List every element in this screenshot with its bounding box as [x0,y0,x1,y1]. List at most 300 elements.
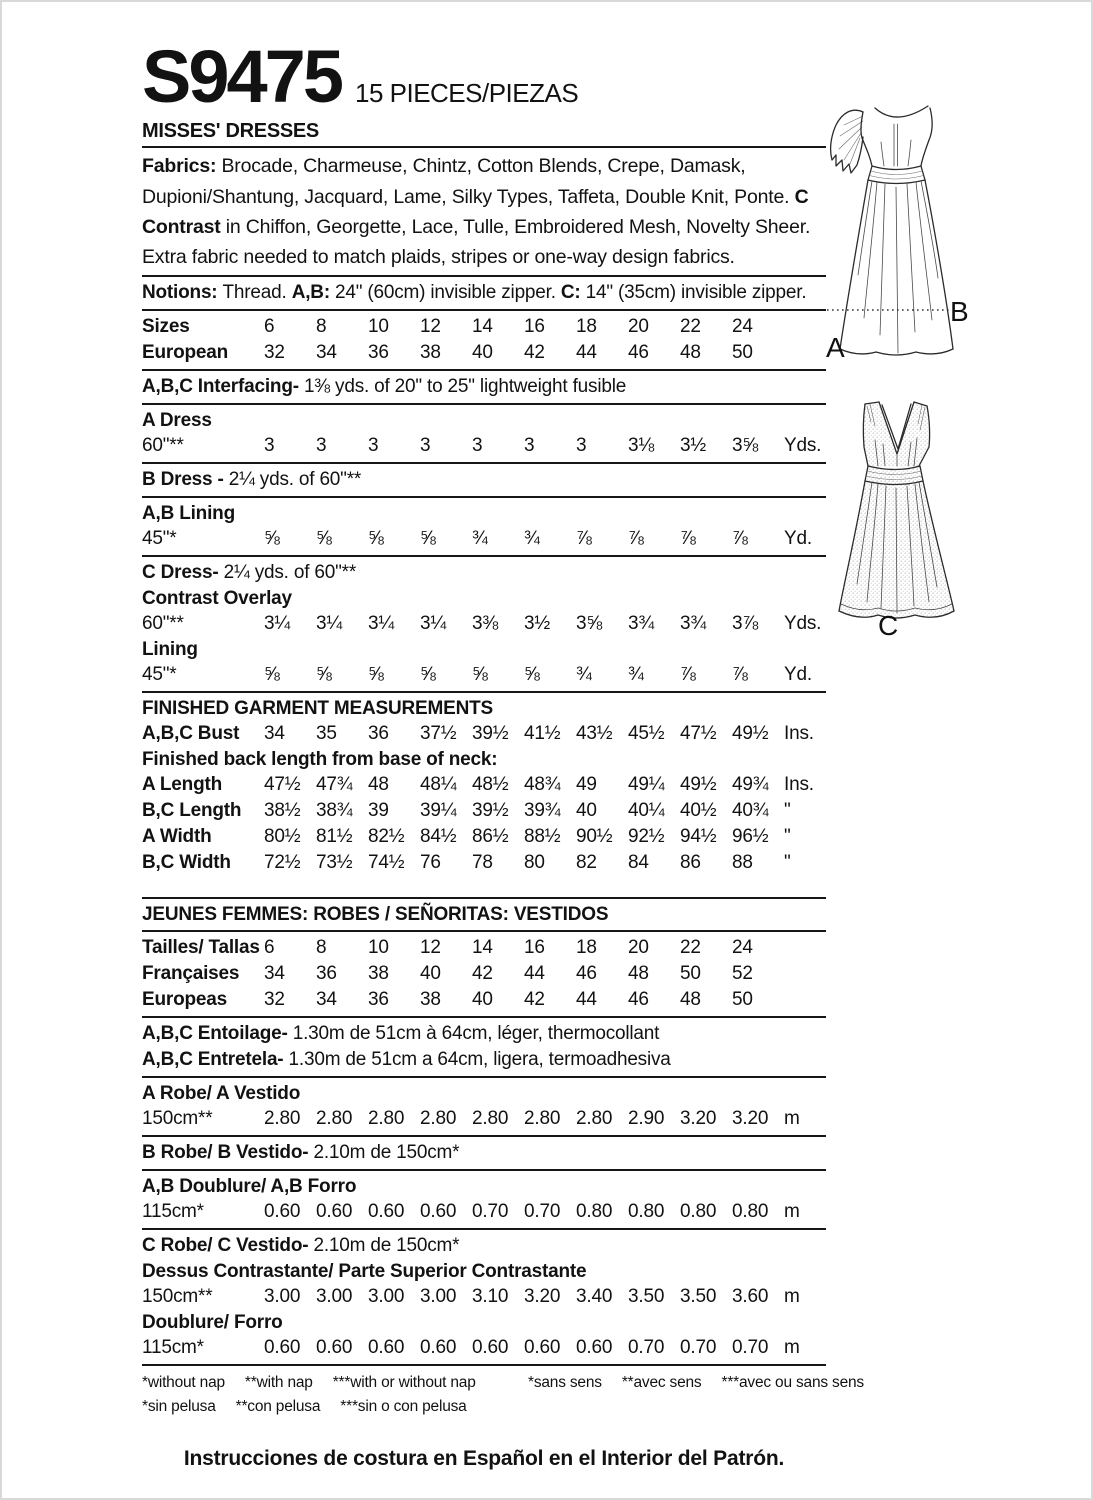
size-value: 2.80 [472,1108,509,1130]
unit-label: Ins. [784,723,814,745]
section-heading: Contrast Overlay [142,588,292,610]
size-value: 92½ [628,826,665,848]
note-row [142,1140,826,1166]
divider [142,369,826,371]
row-label: 115cm* [142,1337,204,1359]
size-value: 3 [576,435,587,457]
size-value: 72½ [264,852,301,874]
size-value: ⅞ [576,528,592,550]
bold-text: B Robe/ B Vestido- [142,1142,314,1164]
size-value: 41½ [524,723,561,745]
size-value: ⅞ [680,664,696,686]
size-value: 24 [732,937,753,959]
footnote-item: *sans sens [528,1374,602,1392]
size-value: 42 [524,989,545,1011]
table-row [142,340,826,366]
size-value: 80 [524,852,545,874]
size-value: 2.80 [264,1108,301,1130]
size-value: ⅝ [420,664,436,686]
size-value: 0.70 [524,1201,561,1223]
size-value: 49 [576,774,597,796]
size-value: 0.60 [576,1337,613,1359]
note-row [142,1233,826,1259]
header [142,35,826,118]
table-row [142,850,826,876]
size-value: 10 [368,316,389,338]
size-value: ⅞ [732,528,748,550]
row-label: 150cm** [142,1286,213,1308]
size-value: 3.00 [316,1286,353,1308]
table-row [142,961,826,987]
footnotes-french [528,1371,864,1395]
size-value: 81½ [316,826,353,848]
unit-label [784,961,826,987]
size-value: 44 [524,963,545,985]
table-row [142,314,826,340]
size-value: ¾ [472,528,488,550]
size-value: 40 [472,989,493,1011]
section-heading: A,B Doublure/ A,B Forro [142,1176,357,1198]
size-value: 2.80 [368,1108,405,1130]
size-value: 42 [524,342,545,364]
size-value: 3.40 [576,1286,613,1308]
divider [142,1364,826,1366]
footnote-item: *without nap [142,1374,225,1392]
size-value: 49½ [732,723,769,745]
size-value: 40 [576,800,597,822]
size-value: 73½ [316,852,353,874]
unit-label: Yds. [784,435,822,457]
size-value: 3½ [680,435,707,457]
size-value: 50 [732,989,753,1011]
size-value: 3.10 [472,1286,509,1308]
size-value: 3 [472,435,483,457]
size-value: 50 [680,963,701,985]
size-value: 49½ [680,774,717,796]
size-value: 39¼ [420,800,457,822]
bold-text: B Dress - [142,469,229,491]
size-value: ⅞ [732,664,748,686]
size-value: 45½ [628,723,665,745]
size-value: 0.60 [368,1337,405,1359]
dress-ab-line-art [817,80,1017,372]
size-value: 88½ [524,826,561,848]
divider [142,1169,826,1171]
size-value: 86 [680,852,701,874]
size-value: 48¾ [524,774,561,796]
unit-label: m [784,1201,800,1223]
table-row [142,721,826,747]
size-value: 48 [680,342,701,364]
section-heading: Dessus Contrastante/ Parte Superior Contrastante [142,1261,587,1283]
size-value: ⅝ [264,664,280,686]
size-value: 86½ [472,826,509,848]
note-row [142,374,826,400]
size-value: 49¼ [628,774,665,796]
bold-text: C: [560,282,586,304]
size-value: 0.60 [368,1201,405,1223]
size-value: 0.80 [576,1201,613,1223]
size-value: 48¼ [420,774,457,796]
size-value: 20 [628,937,649,959]
size-value: 0.70 [628,1337,665,1359]
size-value: 0.70 [732,1337,769,1359]
size-value: 3.60 [732,1286,769,1308]
note-row [142,1021,826,1047]
size-value: 0.60 [264,1337,301,1359]
size-value: 46 [628,989,649,1011]
size-value: 37½ [420,723,457,745]
size-value: 0.60 [420,1337,457,1359]
bold-text: A,B,C Entoilage- [142,1023,293,1045]
row-label: Françaises [142,963,240,985]
spanish-instructions-note: Instrucciones de costura en Español en el Interior del Patrón. [183,1447,785,1471]
main-content [142,35,864,1471]
footnotes [142,1371,864,1419]
pattern-number: S9475 [142,35,341,118]
size-value: 36 [368,723,389,745]
size-value: ⅝ [316,528,332,550]
section-heading: Lining [142,639,198,661]
size-value: 3⅜ [472,613,499,635]
size-value: 2.80 [420,1108,457,1130]
bold-text: C Contrast [142,185,809,238]
size-value: 2.80 [524,1108,561,1130]
size-value: 90½ [576,826,613,848]
size-value: 3¼ [420,613,447,635]
bold-text: A,B,C Interfacing- [142,376,304,398]
size-value: 3.00 [264,1286,301,1308]
size-value: 39 [368,800,389,822]
size-value: ⅝ [368,528,384,550]
note-row [142,280,826,306]
row-label: 45"* [142,528,177,550]
size-value: 3.00 [420,1286,457,1308]
size-value: 80½ [264,826,301,848]
size-value: 47¾ [316,774,353,796]
section-heading: A Robe/ A Vestido [142,1083,301,1105]
size-value: 14 [472,937,493,959]
divider [142,555,826,557]
unit-label [784,935,826,961]
size-value: 3⅛ [628,435,655,457]
text: 2.10m de 150cm* [313,1235,460,1257]
size-value: 0.60 [316,1337,353,1359]
row-label: A Width [142,826,212,848]
size-value: 32 [264,989,285,1011]
footnote-item: ***with or without nap [332,1374,476,1392]
view-c-label: C [878,610,899,641]
size-value: 3⅞ [732,613,759,635]
size-value: 14 [472,316,493,338]
divider [142,930,826,932]
size-value: 3 [368,435,379,457]
size-value: 3.00 [368,1286,405,1308]
size-value: 8 [316,316,327,338]
size-value: 3¼ [264,613,291,635]
unit-label: m [784,1108,800,1130]
bold-text: A,B,C Entretela- [142,1049,289,1071]
fabrics-text [142,151,826,272]
size-value: ¾ [576,664,592,686]
size-value: 24 [732,316,753,338]
size-value: 6 [264,937,275,959]
size-value: ¾ [524,528,540,550]
row-label: 45"* [142,664,177,686]
size-value: 46 [576,963,597,985]
size-value: ⅞ [628,528,644,550]
section-heading: JEUNES FEMMES: ROBES / SEÑORITAS: VESTIDOS [142,904,609,926]
divider [142,496,826,498]
note-row [142,560,826,586]
size-value: 43½ [576,723,613,745]
size-value: 3 [524,435,535,457]
section-heading: A Dress [142,410,212,432]
size-value: 20 [628,316,649,338]
size-value: 48 [680,989,701,1011]
size-value: 84 [628,852,649,874]
footnote-item: ***sin o con pelusa [340,1398,467,1416]
size-value: ⅞ [680,528,696,550]
row-label: B,C Length [142,800,242,822]
size-value: 0.80 [732,1201,769,1223]
size-value: 3.20 [732,1108,769,1130]
size-value: 49¾ [732,774,769,796]
size-value: 0.80 [680,1201,717,1223]
table-row [142,772,826,798]
size-value: 18 [576,937,597,959]
size-value: 36 [316,963,337,985]
footnote-item: *sin pelusa [142,1398,216,1416]
size-value: 82 [576,852,597,874]
table-row [142,987,826,1013]
size-value: ⅝ [316,664,332,686]
row-label: 60"** [142,435,184,457]
dress-c-illustration [820,392,1020,654]
size-value: ⅝ [472,664,488,686]
bold-text: Notions: [142,282,223,304]
size-value: 2.80 [316,1108,353,1130]
size-value: 82½ [368,826,405,848]
bold-text: A,B: [291,282,336,304]
size-value: 3¼ [316,613,343,635]
size-value: 50 [732,342,753,364]
size-value: 3.20 [680,1108,717,1130]
unit-label: " [784,826,791,848]
note-row [142,1047,826,1073]
size-value: 96½ [732,826,769,848]
size-value: 88 [732,852,753,874]
view-a-label: A [826,332,845,363]
section-heading: FINISHED GARMENT MEASUREMENTS [142,698,493,720]
size-value: 38¾ [316,800,353,822]
pieces-count: 15 PIECES/PIEZAS [354,78,579,108]
yardage-table [142,280,826,1366]
size-value: 18 [576,316,597,338]
unit-label: Ins. [784,774,814,796]
divider [142,691,826,693]
table-row [142,1199,826,1225]
unit-label: Yd. [784,528,812,550]
size-value: 76 [420,852,441,874]
size-value: 2.80 [576,1108,613,1130]
size-value: 35 [316,723,337,745]
footnote-item: **con pelusa [235,1398,321,1416]
size-value: 48½ [472,774,509,796]
size-value: 38½ [264,800,301,822]
size-value: ⅝ [368,664,384,686]
size-value: 34 [264,963,285,985]
size-value: 78 [472,852,493,874]
table-row [142,433,826,459]
size-value: 52 [732,963,753,985]
note-row [142,467,826,493]
text: 14" (35cm) invisible zipper. [585,282,807,304]
text: 1.30m de 51cm à 64cm, léger, thermocollant [292,1023,660,1045]
table-row [142,935,826,961]
text: 2¼ yds. of 60"** [228,469,362,491]
size-value: ⅝ [524,664,540,686]
text: 24" (60cm) invisible zipper. [335,282,561,304]
divider [142,1016,826,1018]
size-value: 44 [576,989,597,1011]
row-label: Tailles/ Tallas [142,937,260,959]
row-label: A Length [142,774,223,796]
section-heading: Doublure/ Forro [142,1312,283,1334]
row-label: 150cm** [142,1108,213,1130]
size-value: 3½ [524,613,551,635]
unit-label: " [784,852,791,874]
size-value: 40½ [680,800,717,822]
footnote-item: **avec sens [621,1374,702,1392]
size-value: 48 [368,774,389,796]
divider [142,146,826,148]
size-value: 40 [420,963,441,985]
text: in Chiffon, Georgette, Lace, Tulle, Embroidered Mesh, Novelty Sheer. Extra fabric needed to match plaids, stripes or one-way design fabrics. [142,215,811,268]
unit-label [784,987,826,1013]
size-value: 3 [264,435,275,457]
section-heading: A,B Lining [142,503,235,525]
size-value: 22 [680,937,701,959]
unit-label: m [784,1286,800,1308]
size-value: 0.70 [472,1201,509,1223]
text: 1⅜ yds. of 20" to 25" lightweight fusible [303,376,627,398]
size-value: 0.60 [524,1337,561,1359]
dress-ab-illustration [817,80,1017,372]
table-row [142,824,826,850]
divider [142,1076,826,1078]
size-value: 0.60 [420,1201,457,1223]
footnotes-spanish [142,1395,528,1419]
size-value: 39¾ [524,800,561,822]
size-value: 3.50 [680,1286,717,1308]
size-value: 39½ [472,800,509,822]
size-value: 84½ [420,826,457,848]
size-value: 44 [576,342,597,364]
size-value: 0.80 [628,1201,665,1223]
size-value: 8 [316,937,327,959]
size-value: 40¾ [732,800,769,822]
divider [142,1228,826,1230]
size-value: ⅝ [264,528,280,550]
size-value: 36 [368,989,389,1011]
size-value: 38 [368,963,389,985]
size-value: 74½ [368,852,405,874]
dress-c-line-art [820,392,1020,654]
size-value: 46 [628,342,649,364]
text: 2.10m de 150cm* [313,1142,460,1164]
size-value: 12 [420,316,441,338]
divider [142,309,826,311]
size-value: 0.60 [264,1201,301,1223]
table-row [142,798,826,824]
size-value: 3.20 [524,1286,561,1308]
size-value: 38 [420,342,441,364]
size-value: 3¾ [680,613,707,635]
size-value: 22 [680,316,701,338]
size-value: 10 [368,937,389,959]
size-value: 48 [628,963,649,985]
row-label: Sizes [142,316,190,338]
size-value: 16 [524,937,545,959]
size-value: 39½ [472,723,509,745]
spacer [142,876,826,894]
size-value: 0.60 [472,1337,509,1359]
divider [142,897,826,899]
text: Thread. [222,282,292,304]
section-heading: Finished back length from base of neck: [142,749,498,771]
row-label: 60"** [142,613,184,635]
size-value: 34 [264,723,285,745]
size-value: 3⅝ [576,613,603,635]
size-value: 42 [472,963,493,985]
footnotes-english [142,1371,528,1395]
size-value: 47½ [680,723,717,745]
size-value: 0.70 [680,1337,717,1359]
size-value: ⅝ [420,528,436,550]
row-label: B,C Width [142,852,231,874]
divider [142,403,826,405]
view-b-label: B [950,296,969,327]
size-value: 2.90 [628,1108,665,1130]
unit-label: m [784,1337,800,1359]
size-value: 3¾ [628,613,655,635]
row-label: European [142,342,229,364]
size-value: 3 [316,435,327,457]
table-row [142,1284,826,1310]
size-value: ¾ [628,664,644,686]
size-value: 47½ [264,774,301,796]
bold-text: C Robe/ C Vestido- [142,1235,314,1257]
row-label: Europeas [142,989,227,1011]
bold-text: Fabrics: [142,155,222,178]
size-value: 36 [368,342,389,364]
size-value: 16 [524,316,545,338]
divider [142,462,826,464]
row-label: A,B,C Bust [142,723,240,745]
divider [142,1135,826,1137]
size-value: 3 [420,435,431,457]
size-value: 38 [420,989,441,1011]
footnote-item: **with nap [244,1374,313,1392]
table-row [142,1335,826,1361]
size-value: 3.50 [628,1286,665,1308]
unit-label: Yds. [784,613,822,635]
divider [142,275,826,277]
size-value: 34 [316,342,337,364]
size-value: 34 [316,989,337,1011]
table-row [142,1106,826,1132]
